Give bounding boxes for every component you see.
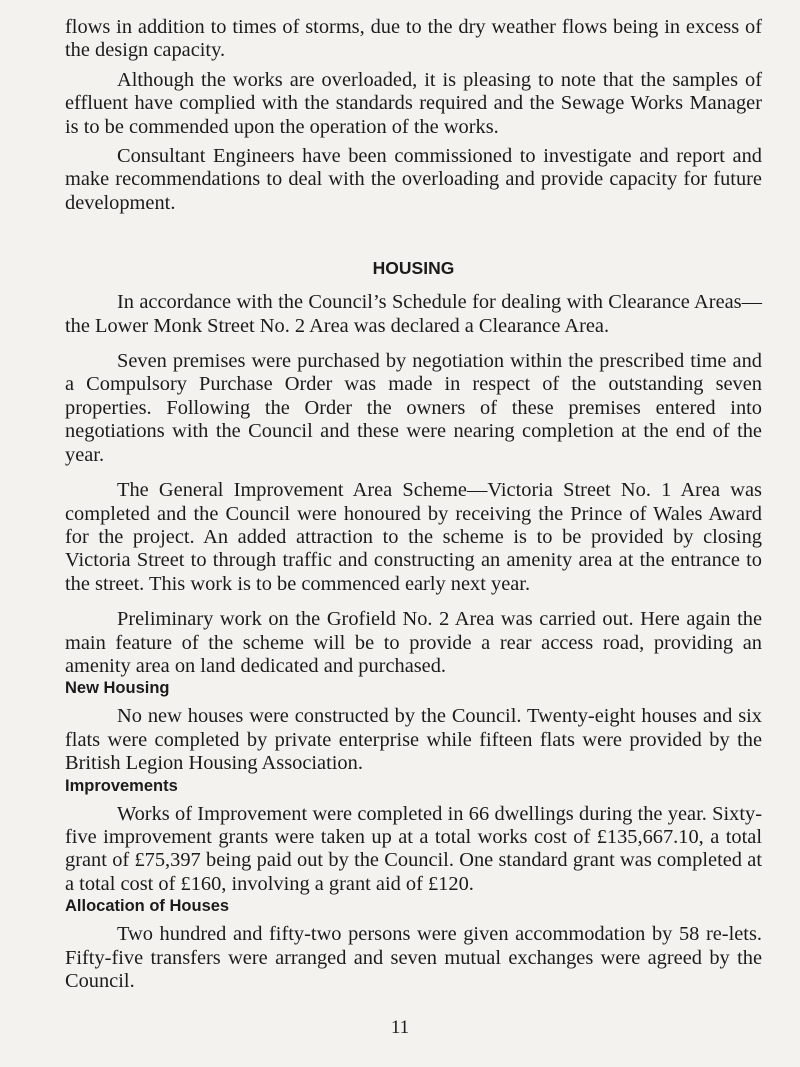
allocation-paragraph: Two hundred and fifty-two persons were given accommodation by 58 re-lets. Fifty-five transfers were arranged and seven mutual exchanges were agreed by the Council.	[65, 923, 762, 992]
continued-paragraph: flows in addition to times of storms, due to the dry weather flows being in excess of the design capacity.	[65, 16, 762, 62]
new-housing-paragraph: No new houses were constructed by the Council. Twenty-eight houses and six flats were completed by private enterprise while fifteen flats were provided by the British Legion Housing Association.	[65, 705, 762, 775]
clearance-areas-paragraph: In accordance with the Council’s Schedule for dealing with Clearance Areas—the Lower Monk Street No. 2 Area was declared a Clearance Area.	[65, 291, 762, 337]
compulsory-purchase-paragraph: Seven premises were purchased by negotiation within the prescribed time and a Compulsory Purchase Order was made in respect of the outstanding seven properties. Following the Order the owners of these premises entered into negotiations with the Council and these were nearing completion at the end of the year.	[65, 350, 762, 466]
victoria-street-paragraph: The General Improvement Area Scheme—Victoria Street No. 1 Area was completed and the Council were honoured by receiving the Prince of Wales Award for the project. An added attraction to the scheme is to be provided by closing Victoria Street to through traffic and constructing an amenity area at the entrance to the street. This work is to be commenced early next year.	[65, 479, 762, 595]
new-housing-heading: New Housing	[65, 679, 170, 698]
housing-heading: HOUSING	[372, 258, 455, 279]
page-number: 11	[390, 1017, 410, 1038]
improvements-heading: Improvements	[65, 776, 178, 795]
allocation-heading: Allocation of Houses	[65, 897, 230, 916]
grofield-paragraph: Preliminary work on the Grofield No. 2 Area was carried out. Here again the main feature of the scheme will be to provide a rear access road, providing an amenity area on land dedicated and purchased.	[65, 608, 762, 677]
overloaded-works-paragraph: Although the works are overloaded, it is pleasing to note that the samples of effluent have complied with the standards required and the Sewage Works Manager is to be commended upon the operation of the works.	[65, 68, 762, 138]
improvements-paragraph: Works of Improvement were completed in 66 dwellings during the year. Sixty-five improvement grants were taken up at a total works cost of £135,667.10, a total grant of £75,397 being paid out by the Council. One standard grant was completed at a total cost of £160, involving a grant aid of £120.	[65, 802, 762, 895]
consultant-engineers-paragraph: Consultant Engineers have been commissioned to investigate and report and make recommendations to deal with the overloading and provide capacity for future development.	[65, 145, 762, 214]
